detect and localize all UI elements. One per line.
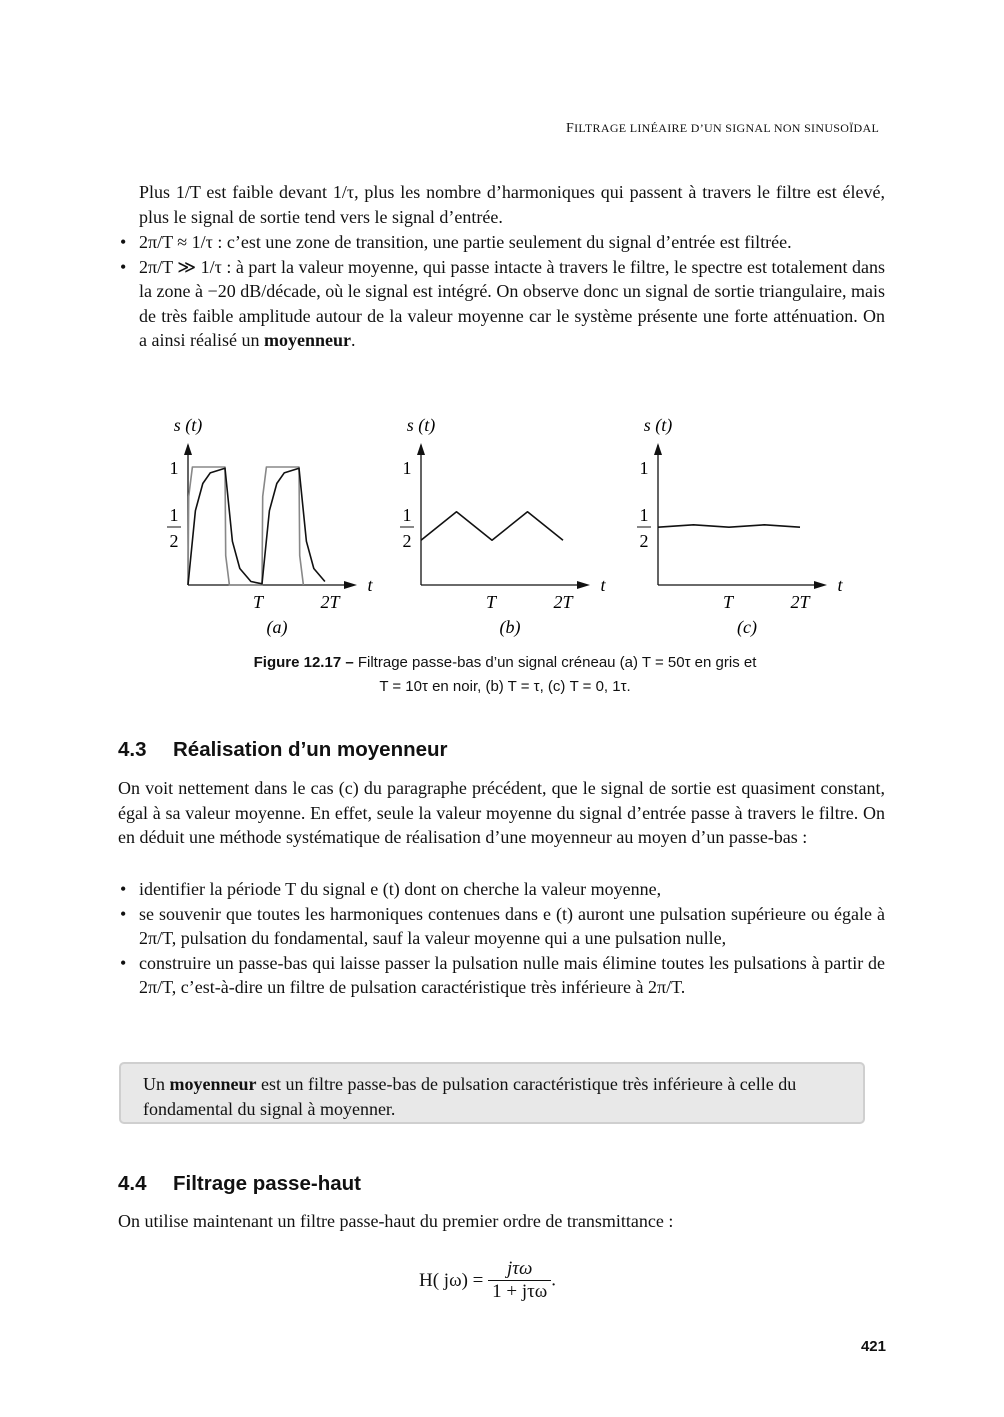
intro-paragraph: Plus 1/T est faible devant 1/τ, plus les nombre d’harmoniques qui passent à travers le filtre est élevé, plus le signal de sortie tend vers le signal d’entrée. xyxy=(139,182,885,227)
panel-label: (b) xyxy=(499,617,521,637)
running-head: FILTRAGE LINÉAIRE D’UN SIGNAL NON SINUSOÏDAL xyxy=(566,121,880,136)
series-line-0 xyxy=(658,525,800,527)
bold-term: moyenneur xyxy=(263,330,351,351)
x-tick-label: T xyxy=(485,592,497,612)
y-tick-label: 1 xyxy=(639,458,649,478)
y-tick-label: 1 xyxy=(402,505,412,525)
figure-caption: Figure 12.17 – Filtrage passe-bas d’un signal créneau (a) T = 50τ en gris et T = 10τ en noir, (b) T = τ, (c) T = 0, 1τ. xyxy=(253,654,757,695)
definition-callout: Un moyenneur est un filtre passe-bas de pulsation caractéristique très inférieure à celle du fondamental du signal à moyenner. xyxy=(119,1062,865,1124)
section-4-3-paragraph: On voit nettement dans le cas (c) du paragraphe précédent, que le signal de sortie est quasiment constant, égal à sa valeur moyenne. En effet, seule la valeur moyenne du signal d’entrée passe à travers le filtre. On en déduit une méthode systématique de réalisation d’une moyenneur au moyen d’un passe-bas : xyxy=(118,778,885,848)
section-4-4-paragraph: On utilise maintenant un filtre passe-haut du premier ordre de transmittance : xyxy=(118,1211,674,1231)
list-item: • construire un passe-bas qui laisse passer la pulsation nulle mais élimine toutes les pulsations à partir de 2π/T, c’est-à-dire un filtre de pulsation caractéristique très inférieure à 2π/T. xyxy=(117,951,885,1000)
y-axis-arrow xyxy=(654,443,662,455)
y-axis-arrow xyxy=(417,443,425,455)
equation-fraction xyxy=(488,1258,551,1303)
series-line-0 xyxy=(188,467,303,585)
y-axis-label: s (t) xyxy=(173,415,203,435)
section-4-4-title: 4.4 Filtrage passe-haut xyxy=(118,1172,361,1195)
y-tick-label: 1 xyxy=(169,458,179,478)
figure-panel-0 xyxy=(167,415,373,638)
equation-lhs: H( jω) = xyxy=(419,1269,484,1291)
y-tick-label: 2 xyxy=(169,531,179,551)
section-4-3-bullets xyxy=(117,877,885,1000)
figure-panel-1 xyxy=(400,415,606,638)
equation-numerator: jτω xyxy=(488,1258,551,1281)
x-axis-arrow xyxy=(577,581,590,589)
y-tick-label: 2 xyxy=(639,531,649,551)
series-line-1 xyxy=(188,468,325,585)
transfer-function-equation: H( jω) = jτω 1 + jτω . xyxy=(419,1258,557,1302)
x-tick-label: T xyxy=(252,592,264,612)
figure-panel-2 xyxy=(637,415,843,638)
page-number: 421 xyxy=(860,1338,886,1355)
list-item: • se souvenir que toutes les harmoniques contenues dans e (t) auront une pulsation supérieure ou égale à 2π/T, pulsation du fondamental, sauf la valeur moyenne qui a une pulsation nulle, xyxy=(117,902,885,951)
y-axis-label: s (t) xyxy=(643,415,673,435)
y-tick-label: 1 xyxy=(169,505,179,525)
x-tick-label: 2T xyxy=(790,592,810,612)
x-axis-arrow xyxy=(814,581,827,589)
x-axis-arrow xyxy=(344,581,357,589)
x-tick-label: T xyxy=(722,592,734,612)
list-item: • 2π/T ≈ 1/τ : c’est une zone de transition, une partie seulement du signal d’entrée est filtrée. xyxy=(117,230,885,255)
y-tick-label: 2 xyxy=(402,531,412,551)
panel-label: (c) xyxy=(737,617,757,637)
y-axis-label: s (t) xyxy=(406,415,436,435)
x-tick-label: 2T xyxy=(320,592,340,612)
list-item: • 2π/T ≫ 1/τ : à part la valeur moyenne, qui passe intacte à travers le filtre, le spectre est totalement dans la zone à −20 dB/décade, où le signal est intégré. On observe donc un signal de sortie triangulaire, mais de très faible amplitude autour de la valeur moyenne car le système présente une forte atténuation. On a ainsi réalisé un moyenneur. xyxy=(117,255,885,353)
bold-term: moyenneur xyxy=(169,1074,257,1094)
x-axis-label: t xyxy=(600,575,606,595)
x-axis-label: t xyxy=(837,575,843,595)
y-tick-label: 1 xyxy=(402,458,412,478)
series-line-0 xyxy=(421,512,563,540)
y-tick-label: 1 xyxy=(639,505,649,525)
x-tick-label: 2T xyxy=(553,592,573,612)
panel-label: (a) xyxy=(266,617,288,637)
list-item: • identifier la période T du signal e (t) dont on cherche la valeur moyenne, xyxy=(117,877,885,902)
y-axis-arrow xyxy=(184,443,192,455)
section-4-3-title: 4.3 Réalisation d’un moyenneur xyxy=(118,738,448,761)
equation-denominator: 1 + jτω xyxy=(492,1281,548,1302)
intro-bullets xyxy=(117,230,885,353)
x-axis-label: t xyxy=(367,575,373,595)
figure-12-17 xyxy=(150,405,860,645)
